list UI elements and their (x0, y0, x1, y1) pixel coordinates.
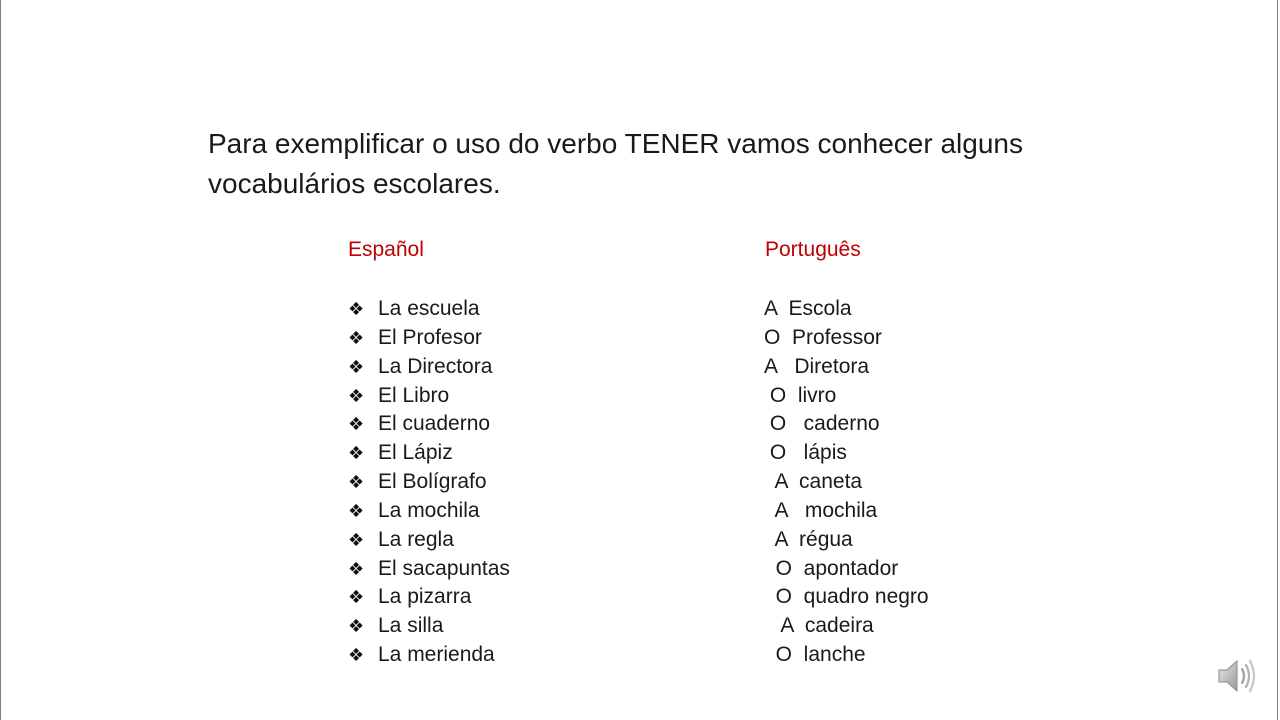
bullet-icon: ❖ (348, 327, 365, 348)
espanol-item (348, 382, 510, 411)
espanol-item (348, 410, 510, 439)
intro-line-1: Para exemplificar o uso do verbo TENER vamos conhecer alguns (208, 128, 1023, 159)
espanol-item (348, 612, 510, 641)
espanol-item-label: El cuaderno (378, 412, 491, 436)
espanol-item-label: El sacapuntas (378, 556, 510, 580)
portugues-item: A mochila (764, 498, 878, 522)
portugues-heading: Português (765, 238, 861, 261)
portugues-item: O quadro negro (764, 585, 929, 609)
portugues-item: A Diretora (764, 354, 870, 378)
portugues-item: O lanche (764, 643, 866, 667)
espanol-list (348, 295, 510, 670)
bullet-icon: ❖ (348, 529, 365, 550)
espanol-item (348, 641, 510, 670)
espanol-item (348, 497, 510, 526)
espanol-item (348, 324, 510, 353)
espanol-item-label: La regla (378, 527, 454, 551)
espanol-item (348, 439, 510, 468)
bullet-icon: ❖ (348, 587, 365, 608)
portugues-item: O Professor (764, 325, 882, 349)
espanol-item (348, 526, 510, 555)
espanol-item (348, 583, 510, 612)
bullet-icon: ❖ (348, 645, 365, 666)
espanol-item (348, 555, 510, 584)
portugues-item: A cadeira (764, 614, 874, 638)
espanol-item-label: El Bolígrafo (378, 470, 487, 494)
espanol-item-label: La merienda (378, 643, 495, 667)
speaker-icon[interactable] (1215, 654, 1259, 698)
speaker-icon-graphic (1215, 654, 1259, 698)
bullet-icon: ❖ (348, 443, 365, 464)
espanol-item-label: La escuela (378, 297, 480, 320)
portugues-list (764, 295, 929, 670)
bullet-icon: ❖ (348, 558, 365, 579)
espanol-item-label: La silla (378, 614, 444, 638)
bullet-icon: ❖ (348, 414, 365, 435)
espanol-item-label: La mochila (378, 498, 480, 522)
portugues-item: A régua (764, 527, 853, 551)
bullet-icon: ❖ (348, 616, 365, 637)
espanol-item-label: El Profesor (378, 325, 482, 349)
bullet-icon: ❖ (348, 356, 365, 377)
portugues-item: O caderno (764, 412, 880, 436)
bullet-icon: ❖ (348, 385, 365, 406)
intro-text (208, 124, 1108, 204)
portugues-item: O apontador (764, 556, 899, 580)
portugues-item: O lápis (764, 441, 847, 465)
espanol-heading: Español (348, 238, 424, 261)
espanol-item (348, 295, 510, 324)
bullet-icon: ❖ (348, 472, 365, 493)
bullet-icon: ❖ (348, 299, 365, 319)
espanol-item-label: La Directora (378, 354, 493, 378)
espanol-item-label: El Lápiz (378, 441, 453, 465)
espanol-item-label: La pizarra (378, 585, 472, 609)
portugues-item: A caneta (764, 470, 863, 494)
bullet-icon: ❖ (348, 500, 365, 521)
intro-line-2: vocabulários escolares. (208, 168, 501, 199)
espanol-item (348, 353, 510, 382)
portugues-item: O livro (764, 383, 837, 407)
espanol-item-label: El Libro (378, 383, 450, 407)
espanol-item (348, 468, 510, 497)
portugues-item: A Escola (764, 297, 852, 320)
